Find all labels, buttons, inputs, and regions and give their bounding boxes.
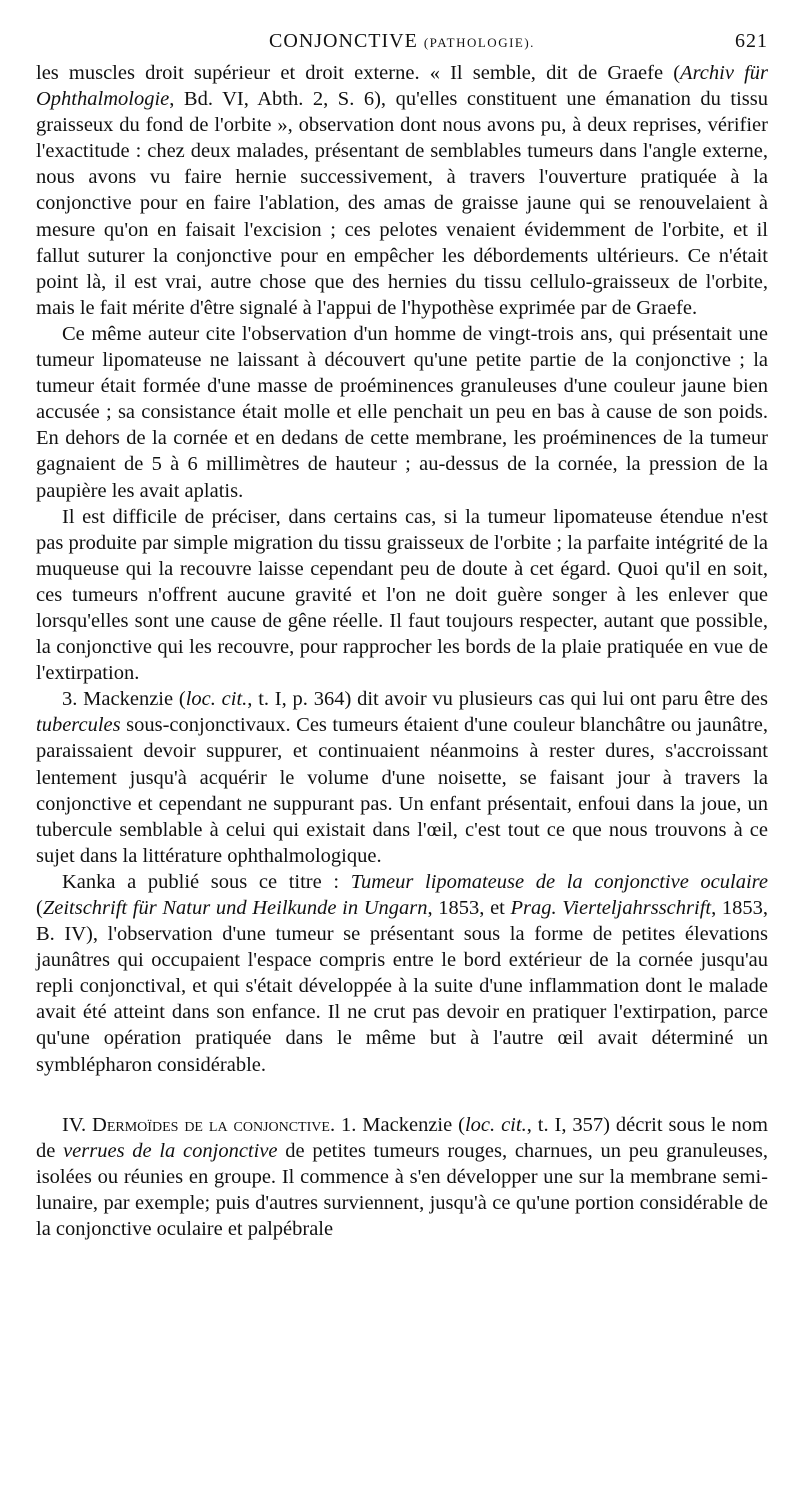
italic-title: Tumeur lipomateuse de la conjonctive oculaire bbox=[350, 870, 768, 893]
italic-citation: loc. cit. bbox=[185, 688, 248, 711]
text-run: de petites tumeurs rouges, charnues, un peu granuleuses, isolées ou réunies en groupe. Il commence à s'en développer une sur la membrane semi-lunaire, par exemple; puis d'autres surviennent, jusqu'à ce qu'une portion considérable de la conjonctive oculaire et palpébrale bbox=[36, 1139, 768, 1241]
paragraph-1 bbox=[36, 60, 768, 321]
italic-citation: Prag. Vierteljahrsschrift bbox=[510, 897, 712, 919]
paragraph-4 bbox=[36, 686, 768, 869]
italic-term: verrues de la conjonctive bbox=[63, 1139, 278, 1162]
text-run: 1. Mackenzie ( bbox=[335, 1113, 465, 1136]
paragraph-2: Ce même auteur cite l'observation d'un homme de vingt-trois ans, qui présentait une tumeur lipomateuse ne laissant à découvert qu'une petite partie de la conjonctive ; la tumeur était formée d'une masse de proéminences granuleuses d'une couleur jaune bien accusée ; sa consistance était molle et elle penchait un peu en bas à cause de son poids. En dehors de la cornée et en dedans de cette membrane, les proéminences de la tumeur gagnaient de 5 à 6 millimètres de hauteur ; au-dessus de la cornée, la pression de la paupière les avait aplatis. bbox=[36, 322, 768, 502]
text-run: , Bd. VI, Abth. 2, S. 6), qu'elles constituent une émanation du tissu graisseux du fond de l'orbite », observation dont nous avons pu, à deux reprises, vérifier l'exactitude : chez deux malades, présentant de semblables tumeurs dans l'angle externe, nous avons vu faire hernie successivement, à travers l'ouverture pratiquée à la conjonctive pour en faire l'ablation, des amas de graisse jaune qui se renouvelaient à mesure qu'on en faisait l'excision ; ces pelotes venaient évidemment de l'orbite, et il fallut suturer la conjonctive pour en empêcher les débordements ultérieurs. Ce n'était point là, il est vrai, autre chose que des hernies du tissu cellulo-graisseux de l'orbite, mais le fait mérite d'être signalé à l'appui de l'hypothèse exprimée par de Graefe. bbox=[36, 88, 768, 319]
text-run: ( bbox=[36, 897, 43, 919]
paragraph-3: Il est difficile de préciser, dans certains cas, si la tumeur lipomateuse étendue n'est pas produite par simple migration du tissu graisseux de l'orbite ; la parfaite intégrité de la muqueuse qui la recouvre laisse cependant peu de doute à cet égard. Quoi qu'il en soit, ces tumeurs n'offrent aucune gravité et l'on ne doit guère songer à les enlever que lorsqu'elles sont une cause de gêne réelle. Il faut toujours respecter, autant que possible, la conjonctive qui les recouvre, pour rapprocher les bords de la plaie pratiquée en vue de l'extirpation. bbox=[36, 505, 768, 685]
text-run: 3. Mackenzie ( bbox=[62, 688, 186, 711]
text-run: , 1853, B. IV), l'observation d'une tumeur se présentant sous la forme de petites élevations jaunâtres qui occupaient l'espace compris entre le bord extérieur de la cornée jusqu'au repli conjonctival, et qui s'était développée à la suite d'une inflammation dont le malade avait été atteint dans son enfance. Il ne crut pas devoir en pratiquer l'extirpation, parce qu'une opération pratiquée dans le même but à l'autre œil avait déterminé un symblépharon considérable. bbox=[36, 897, 769, 1076]
text-run: sous-conjonctivaux. Ces tumeurs étaient d'une couleur blanchâtre ou jaunâtre, paraissaient devoir suppurer, et continuaient néanmoins à rester dures, s'accroissant lentement jusqu'à acquérir le volume d'une noisette, se faisant jour à travers la conjonctive et cependant ne suppurant pas. Un enfant présentait, enfoui dans la joue, un tubercule semblable à celui qui existait dans l'œil, c'est tout ce que nous trouvons à ce sujet dans la littérature ophthalmologique. bbox=[36, 714, 768, 867]
text-run: Kanka a publié sous ce titre : bbox=[62, 870, 351, 893]
text-run: les muscles droit supérieur et droit externe. « Il semble, dit de Graefe ( bbox=[36, 62, 681, 84]
paragraph-5 bbox=[36, 869, 768, 1078]
italic-citation: Zeitschrift für Natur und Heilkunde in Ungarn bbox=[42, 897, 428, 919]
running-title-sub: (PATHOLOGIE). bbox=[423, 35, 535, 50]
running-title-main: CONJONCTIVE bbox=[269, 30, 418, 52]
section-heading: IV. Dermoïdes de la conjonctive. bbox=[62, 1113, 336, 1136]
text-run: , t. I, 357) décrit sous le nom de bbox=[36, 1113, 769, 1162]
page bbox=[36, 30, 768, 1242]
italic-citation: loc. cit. bbox=[464, 1113, 527, 1136]
italic-term: tubercules bbox=[36, 714, 121, 737]
running-header bbox=[36, 30, 768, 60]
page-number: 621 bbox=[735, 30, 768, 52]
text-run: , 1853, et bbox=[427, 897, 511, 919]
body-text bbox=[36, 60, 768, 1242]
text-run: , t. I, p. 364) dit avoir vu plusieurs cas qui lui ont paru être des bbox=[247, 688, 768, 711]
italic-citation: Archiv für Ophthalmologie bbox=[36, 62, 768, 111]
section-paragraph bbox=[36, 1112, 768, 1242]
running-title bbox=[36, 30, 768, 53]
